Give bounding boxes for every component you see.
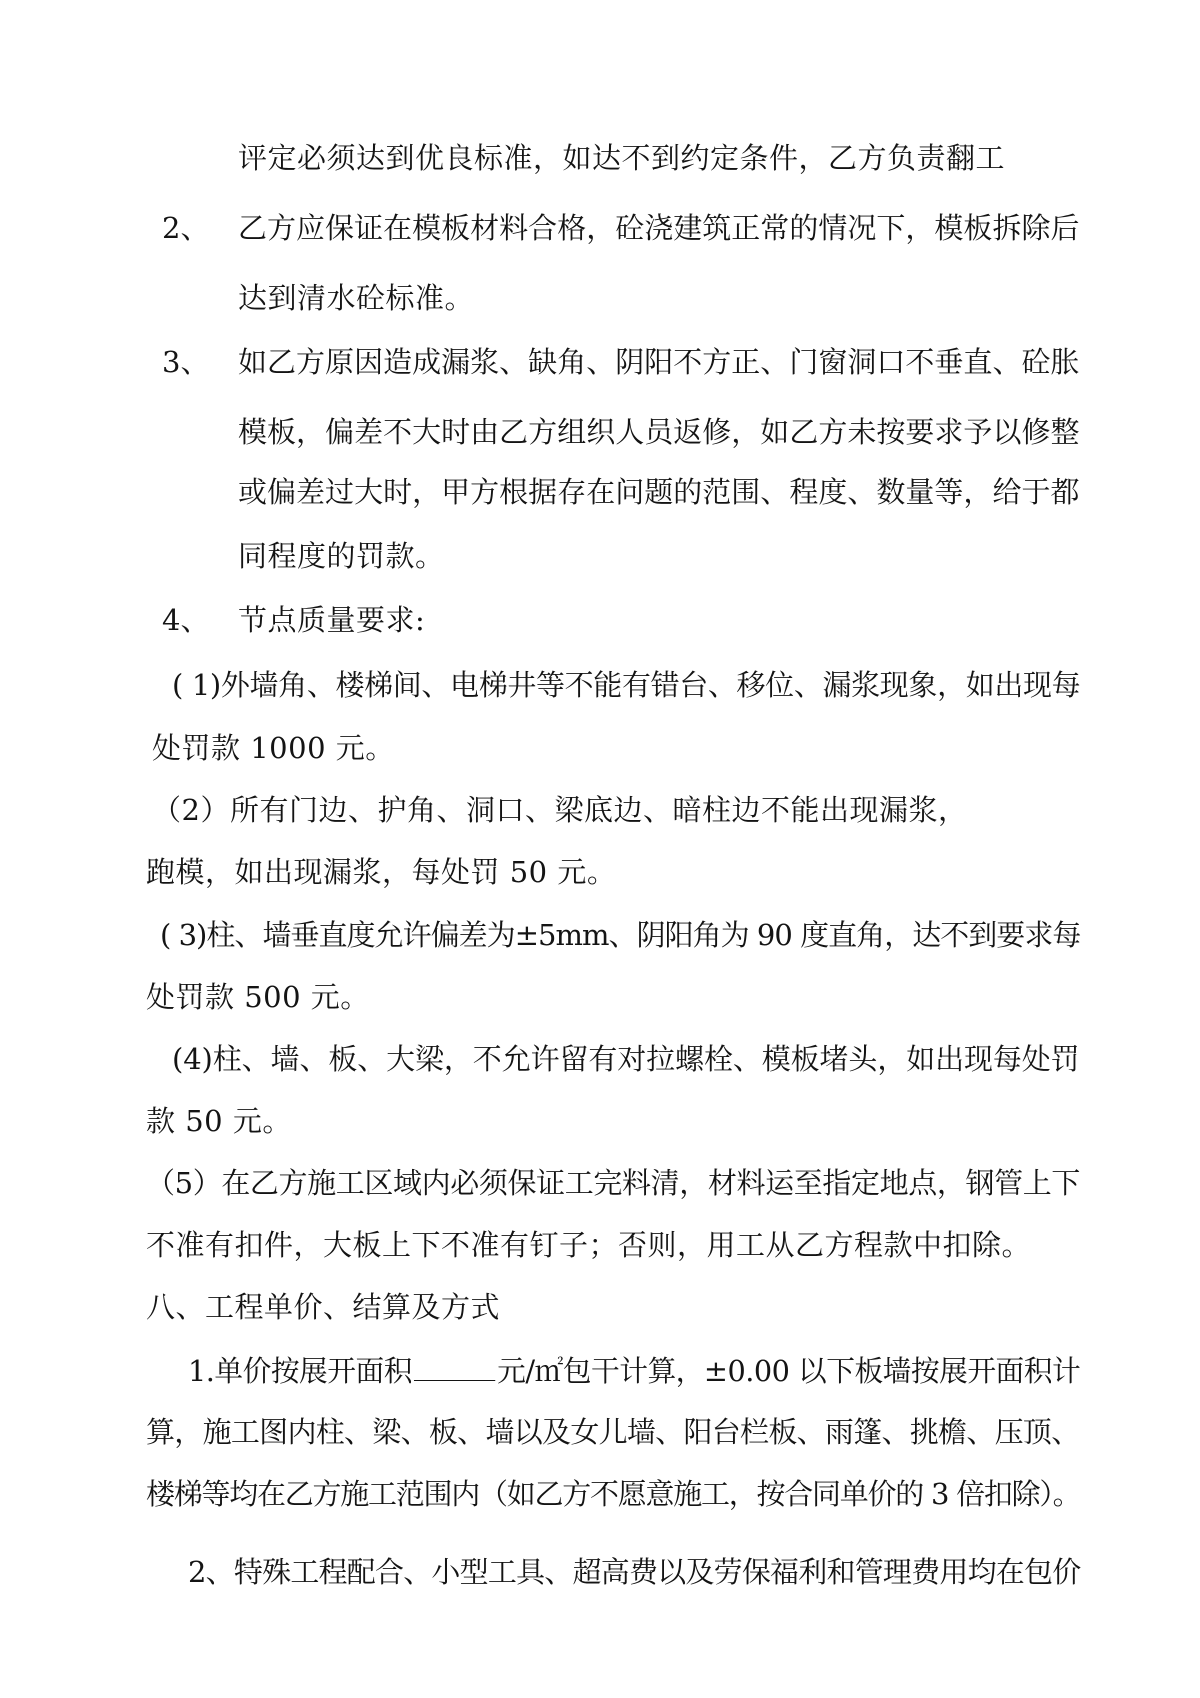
item-number-2: 2、 [162,211,210,245]
item-number-3: 3、 [162,345,210,379]
text-line-23: 2、特殊工程配合、小型工具、超高费以及劳保福利和管理费用均在包价 [188,1555,1081,1589]
text-line-3: 达到清水砼标准。 [238,281,475,315]
item-number-4: 4、 [162,603,210,637]
text-line-1: 评定必须达到优良标准，如达不到约定条件，乙方负责翻工 [238,141,1006,175]
text-line-12: 跑模，如出现漏浆，每处罚 50 元。 [146,855,617,889]
text-line-11: （2）所有门边、护角、洞口、梁底边、暗柱边不能出现漏浆， [152,793,968,827]
text-line-6: 或偏差过大时，甲方根据存在问题的范围、程度、数量等，给于都 [238,475,1080,509]
text-line-20 [188,1350,1080,1391]
text-line-4: 如乙方原因造成漏浆、缺角、阴阳不方正、门窗洞口不垂直、砼胀 [238,345,1080,379]
text-line-7: 同程度的罚款。 [238,539,445,573]
text-line-13: ( 3)柱、墙垂直度允许偏差为±5mm、阴阳角为 90 度直角，达不到要求每 [160,918,1081,952]
unit-price-blank [414,1350,495,1381]
text-line-14: 处罚款 500 元。 [146,980,370,1014]
text-line-10: 处罚款 1000 元。 [152,731,395,765]
text-line-8: 节点质量要求: [238,603,426,637]
text-line-18: 不准有扣件，大板上下不准有钉子；否则，用工从乙方程款中扣除。 [146,1228,1032,1262]
text-line-15: (4)柱、墙、板、大梁，不允许留有对拉螺栓、模板堵头，如出现每处罚 [172,1042,1080,1076]
unit-price-suffix: 元/㎡包干计算，±0.00 以下板墙按展开面积计 [497,1354,1081,1388]
text-line-17: （5）在乙方施工区域内必须保证工完料清，材料运至指定地点，钢管上下 [146,1166,1080,1200]
text-line-22: 楼梯等均在乙方施工范围内（如乙方不愿意施工，按合同单价的 3 倍扣除）。 [146,1477,1081,1511]
text-line-16: 款 50 元。 [146,1104,292,1138]
text-line-9: ( 1)外墙角、楼梯间、电梯井等不能有错台、移位、漏浆现象，如出现每 [172,668,1081,702]
section-heading: 八、工程单价、结算及方式 [146,1290,501,1324]
unit-price-prefix: 1.单价按展开面积 [188,1354,412,1388]
text-line-5: 模板，偏差不大时由乙方组织人员返修，如乙方未按要求予以修整 [238,415,1080,449]
text-line-2: 乙方应保证在模板材料合格，砼浇建筑正常的情况下，模板拆除后 [238,211,1080,245]
text-line-21: 算，施工图内柱、梁、板、墙以及女儿墙、阳台栏板、雨篷、挑檐、压顶、 [146,1415,1080,1449]
